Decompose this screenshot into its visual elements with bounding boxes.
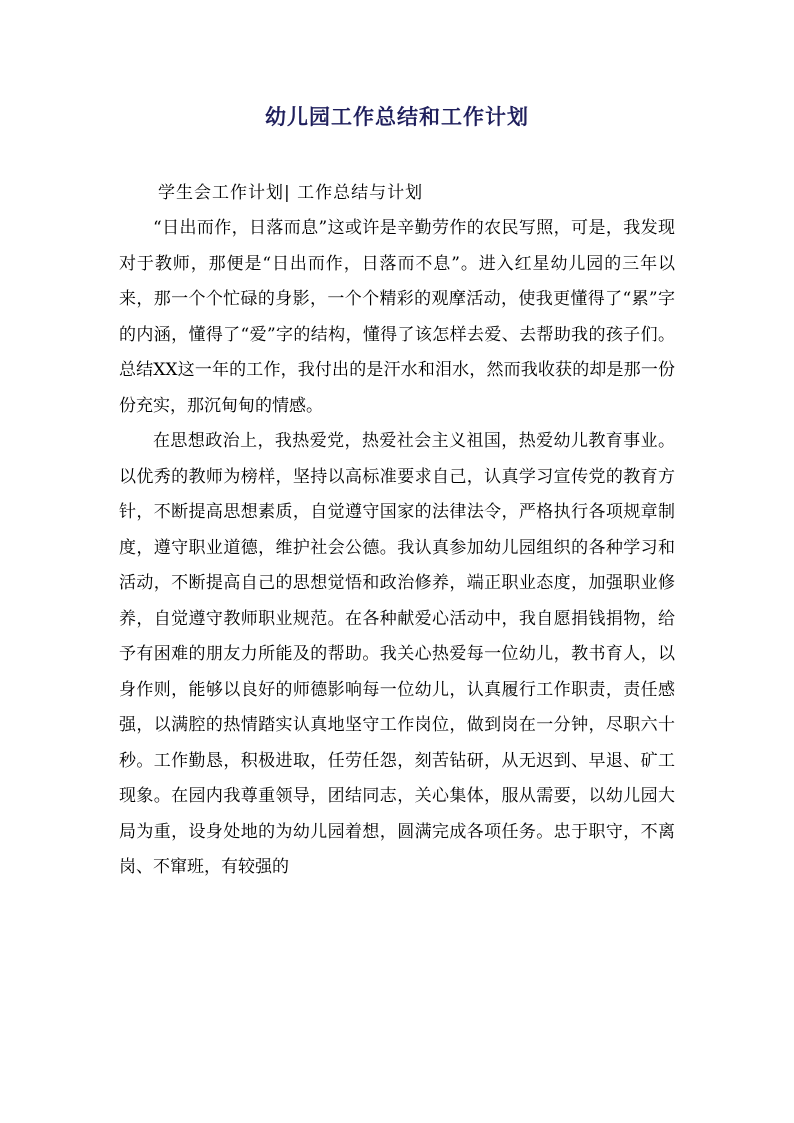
document-subtitle: 学生会工作计划| 工作总结与计划 [158,183,424,203]
document-body [119,211,675,886]
body-paragraph: “日出而作，日落而息”这或许是辛勤劳作的农民写照，可是，我发现对于教师，那便是“日出而作，日落而不息”。进入红星幼儿园的三年以来，那一个个忙碌的身影，一个个精彩的观摩活动，使我更懂得了“累”字的内涵，懂得了“爱”字的结构，懂得了该怎样去爱、去帮助我的孩子们。总结XX这一年的工作，我付出的是汗水和泪水，然而我收获的却是那一份份充实，那沉甸甸的情感。 [119,218,675,416]
body-paragraph: 在思想政治上，我热爱党，热爱社会主义祖国，热爱幼儿教育事业。以优秀的教师为榜样，坚持以高标准要求自己，认真学习宣传党的教育方针，不断提高思想素质，自觉遵守国家的法律法令，严格执行各项规章制度，遵守职业道德，维护社会公德。我认真参加幼儿园组织的各种学习和活动，不断提高自己的思想觉悟和政治修养，端正职业态度，加强职业修养，自觉遵守教师职业规范。在各种献爱心活动中，我自愿捐钱捐物，给予有困难的朋友力所能及的帮助。我关心热爱每一位幼儿，教书育人，以身作则，能够以良好的师德影响每一位幼儿，认真履行工作职责，责任感强，以满腔的热情踏实认真地坚守工作岗位，做到岗在一分钟，尽职六十秒。工作勤恳，积极进取，任劳任怨，刻苦钻研，从无迟到、早退、矿工现象。在园内我尊重领导，团结同志，关心集体，服从需要，以幼儿园大局为重，设身处地的为幼儿园着想，圆满完成各项任务。忠于职守，不离岗、不窜班，有较强的 [119,431,675,877]
document-title: 幼儿园工作总结和工作计划 [265,104,529,129]
